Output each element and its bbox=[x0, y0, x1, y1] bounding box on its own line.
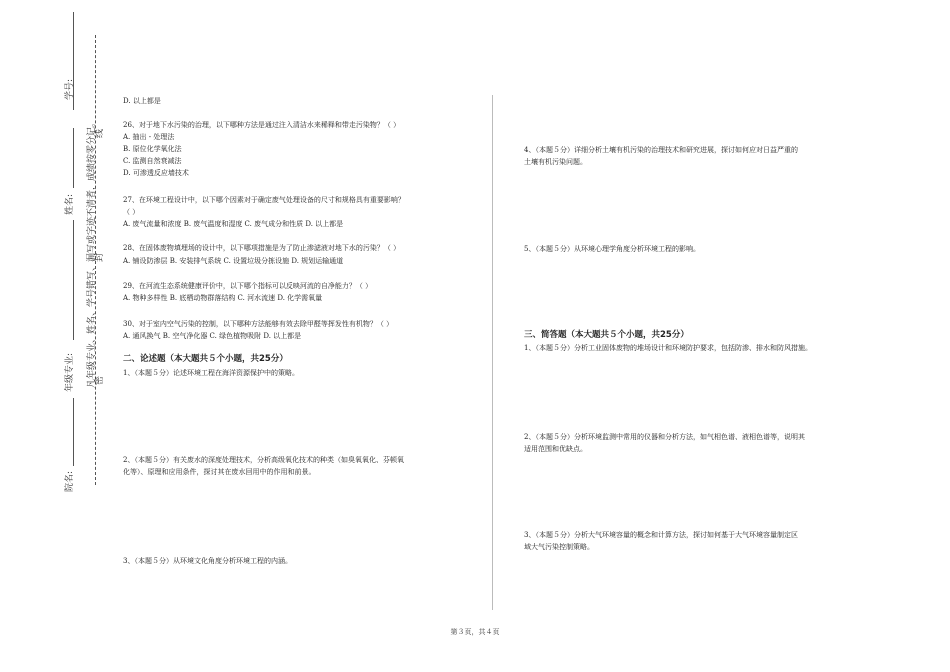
notice-text: 凡年级专业、姓名、学号错写、漏写或字迹不清者，成绩按零分记。 bbox=[87, 117, 97, 388]
section2-title: 二、论述题（本大题共５个小题，共25分） bbox=[123, 354, 288, 364]
seal-mark-dense: 密 bbox=[95, 375, 105, 385]
short-question-3-line2: 域大气污染控制策略。 bbox=[524, 543, 594, 551]
grade-major-label: 年级专业: bbox=[65, 352, 75, 392]
q28-stem: 28、在固体废物填埋场的设计中，以下哪项措施是为了防止渗滤液对地下水的污染？（ ） bbox=[123, 244, 401, 252]
short-question-2-line1: 2、（本题５分）分析环境监测中常用的仪器和分析方法，如气相色谱、液相色谱等，说明其 bbox=[524, 433, 805, 441]
q27-stem-continued: （ ） bbox=[123, 208, 140, 216]
q26-option-b: B. 原位化学氧化法 bbox=[123, 145, 182, 153]
name-label: 姓名: bbox=[65, 193, 75, 215]
student-id-label: 学号: bbox=[65, 78, 75, 100]
section3-title: 三、简答题（本大题共５个小题，共25分） bbox=[524, 330, 689, 340]
essay-question-2-line2: 化等）、原理和应用条件，探讨其在废水回用中的作用和前景。 bbox=[123, 468, 316, 476]
seal-mark-line: 线 bbox=[95, 128, 105, 138]
q29-options: A. 物种多样性 B. 底栖动物群落结构 C. 河水流速 D. 化学需氧量 bbox=[123, 294, 323, 302]
page-number: 第３页，共４页 bbox=[450, 628, 500, 636]
short-question-2-line2: 适用范围和优缺点。 bbox=[524, 445, 587, 453]
q27-stem: 27、在环境工程设计中，以下哪个因素对于确定废气处理设备的尺寸和规格具有重要影响？ bbox=[123, 196, 405, 204]
short-question-1: 1、（本题５分）分析工业固体废物的堆场设计和环境防护要求，包括防渗、排水和防风措施。 bbox=[524, 344, 812, 352]
q29-stem: 29、在河流生态系统健康评价中，以下哪个指标可以反映河流的自净能力？（ ） bbox=[123, 282, 373, 290]
q26-option-d: D. 可渗透反应墙技术 bbox=[123, 169, 189, 177]
essay-question-1: 1、（本题５分）论述环境工程在海洋资源保护中的策略。 bbox=[123, 369, 299, 377]
margin-solid-line bbox=[73, 220, 74, 340]
q26-stem: 26、对于地下水污染的治理，以下哪种方法是通过注入清洁水来稀释和带走污染物？（ ） bbox=[123, 121, 401, 129]
margin-solid-line bbox=[73, 128, 74, 188]
essay-question-2-line1: 2、（本题５分）有关废水的深度处理技术，分析高级氧化技术的种类（如臭氧氧化、芬顿氧 bbox=[123, 456, 404, 464]
margin-solid-line bbox=[73, 398, 74, 466]
q27-options: A. 废气流量和浓度 B. 废气温度和湿度 C. 废气成分和性质 D. 以上都是 bbox=[123, 220, 344, 228]
short-question-3-line1: 3、（本题５分）分析大气环境容量的概念和计算方法，探讨如何基于大气环境容量制定区 bbox=[524, 531, 798, 539]
q30-options: A. 通风换气 B. 空气净化器 C. 绿色植物吸附 D. 以上都是 bbox=[123, 332, 302, 340]
q28-options: A. 铺设防渗层 B. 安装排气系统 C. 设置垃圾分拣设施 D. 规划运输通道 bbox=[123, 257, 344, 265]
q25-option-d: D. 以上都是 bbox=[123, 97, 161, 105]
q26-option-a: A. 抽出 - 处理法 bbox=[123, 133, 175, 141]
q30-stem: 30、对于室内空气污染的控制，以下哪种方法能够有效去除甲醛等挥发性有机物？（ ） bbox=[123, 320, 394, 328]
essay-question-3: 3、（本题５分）从环境文化角度分析环境工程的内涵。 bbox=[123, 557, 292, 565]
essay-question-4-line2: 土壤有机污染问题。 bbox=[524, 158, 587, 166]
seal-mark-seal: 封 bbox=[95, 252, 105, 262]
essay-question-5: 5、（本题５分）从环境心理学角度分析环境工程的影响。 bbox=[524, 245, 700, 253]
column-divider bbox=[492, 95, 493, 610]
school-label: 院名: bbox=[65, 470, 75, 492]
essay-question-4-line1: 4、（本题５分）详细分析土壤有机污染的治理技术和研究进展，探讨如何应对日益严重的 bbox=[524, 146, 798, 154]
q26-option-c: C. 监测自然衰减法 bbox=[123, 157, 182, 165]
